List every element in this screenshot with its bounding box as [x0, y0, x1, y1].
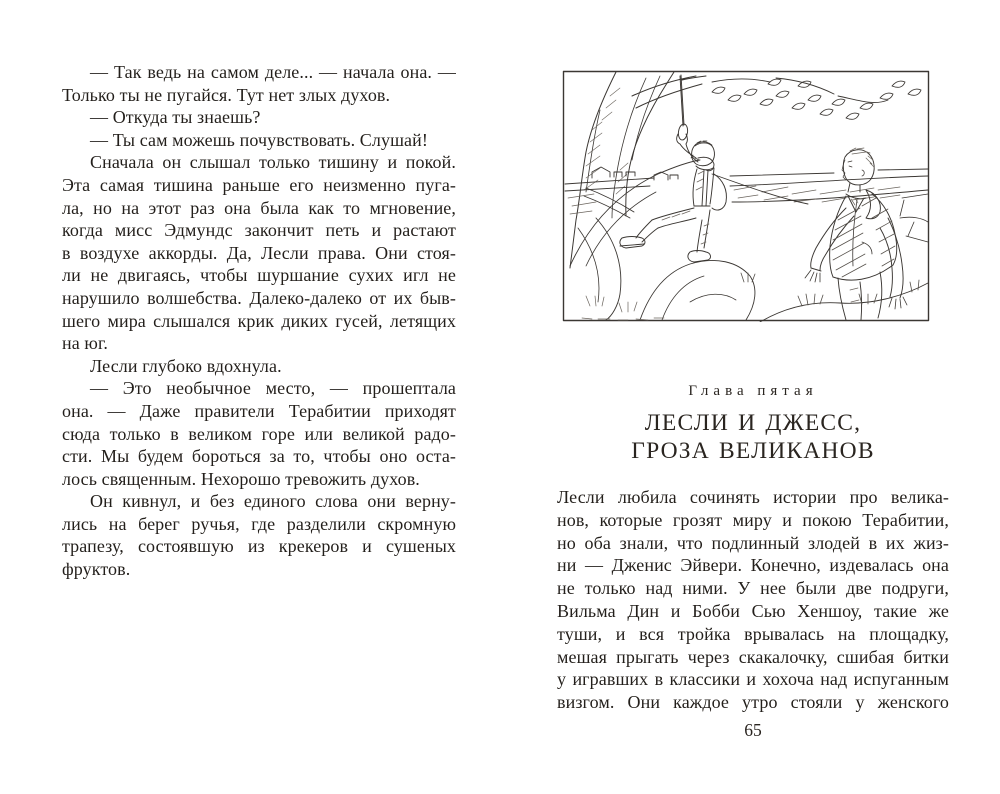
text-line: шего мира слышался крик диких гусей, летящих [62, 310, 456, 331]
text-line: — Это необычное место, — прошептала [90, 378, 456, 399]
text-line: Он кивнул, и без единого слова они верну- [90, 491, 456, 512]
text-line: Эта самая тишина раньше его неизменно пуга- [62, 174, 456, 195]
text-line: туши, и вся тройка врывалась на площадку, [557, 623, 949, 644]
text-line: визгом. Они каждое утро стояли у женского [557, 692, 949, 713]
landscape-background [565, 160, 928, 320]
text-line: но оба знали, что подлинный злодей в их жиз- [557, 532, 949, 553]
page-number: 65 [744, 720, 762, 740]
tree-icon [570, 72, 921, 268]
chapter-kicker: Глава пятая [688, 383, 818, 399]
chapter-illustration [562, 70, 930, 322]
chapter-title-line-1: ЛЕСЛИ И ДЖЕСС, [644, 410, 862, 436]
text-line: Лесли любила сочинять истории про велика- [557, 487, 949, 507]
text-line: ла, но на этот раз она была как то мгновение, [62, 197, 456, 218]
text-line: у игравших в классики и хохоча над испуганным [557, 669, 949, 690]
text-line: — Ты сам можешь почувствовать. Слушай! [90, 129, 428, 150]
text-line: — Так ведь на самом деле... — начала она. — [90, 62, 456, 82]
text-line: Сначала он слышал только тишину и покой. [90, 152, 456, 173]
text-line: когда мисс Эдмундс закончит петь и растают [62, 220, 456, 241]
text-line: ни — Дженис Эйвери. Конечно, издевалась она [557, 555, 949, 576]
text-line: мешая прыгать через скакалочку, сшибая битки [557, 646, 949, 667]
text-line: Только ты не пугайся. Тут нет злых духов. [62, 84, 391, 105]
text-line: Лесли глубоко вдохнула. [90, 355, 282, 376]
right-page-text [557, 486, 949, 714]
text-line: нов, которые грозят миру и покою Терабитии, [557, 509, 949, 530]
text-line: не только над ними. У нее были две подруги, [557, 578, 949, 599]
text-line: ли не двигаясь, чтобы шуршание сухих игл не [62, 265, 456, 286]
text-line: в воздухе аккорды. Да, Лесли права. Они стоя- [62, 242, 456, 263]
text-line: — Откуда ты знаешь? [90, 107, 261, 128]
chapter-title-line-2: ГРОЗА ВЕЛИКАНОВ [631, 438, 875, 464]
text-line: Вильма Дин и Бобби Сью Хеншоу, такие же [557, 600, 949, 621]
text-line: лось священным. Нехорошо тревожить духов. [62, 468, 420, 489]
text-line: нарушило волшебства. Далеко-далеко от их быв- [62, 287, 456, 308]
text-line: на юг. [62, 333, 109, 354]
text-line: сюда только в великом горе или великой радо- [62, 423, 456, 444]
text-line: фруктов. [62, 559, 131, 580]
text-line: сти. Мы будем бороться за то, чтобы оно оста- [62, 446, 456, 467]
text-line: лись на берег ручья, где разделили скромную [62, 513, 456, 534]
text-line: она. — Даже правители Терабитии приходят [62, 400, 456, 421]
chapter-heading [557, 383, 949, 465]
illustration-frame [564, 72, 929, 321]
text-line: трапезу, состоявшую из крекеров и сушеных [62, 536, 456, 557]
left-page-text [62, 61, 456, 581]
